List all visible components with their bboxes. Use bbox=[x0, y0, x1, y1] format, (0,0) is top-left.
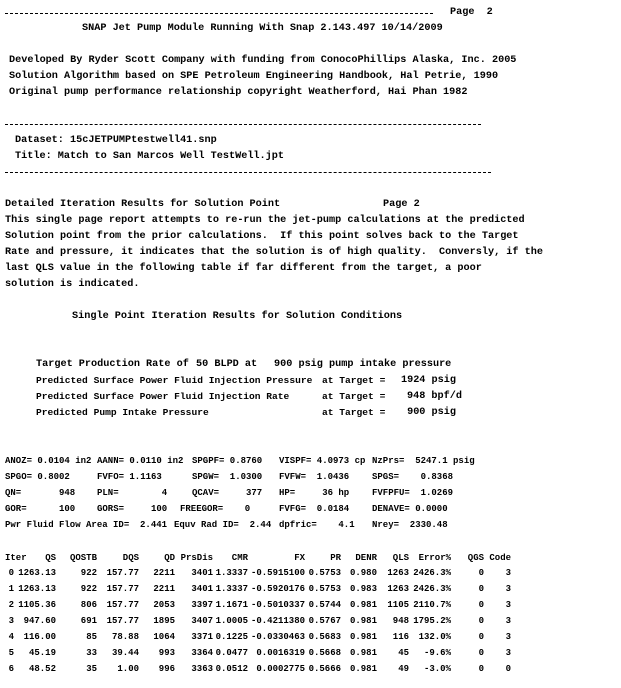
table-cell: 0.5744 bbox=[308, 600, 341, 610]
column-header: FX bbox=[294, 553, 305, 563]
table-cell: 0.983 bbox=[349, 584, 377, 594]
table-row bbox=[5, 615, 511, 627]
subheading: Single Point Iteration Results for Solution Conditions bbox=[72, 311, 403, 322]
table-cell: 922 bbox=[80, 568, 97, 578]
table-cell: 922 bbox=[80, 584, 97, 594]
table-cell: 2211 bbox=[153, 584, 175, 594]
table-row bbox=[5, 567, 511, 579]
param: SPGO= 0.8002 bbox=[5, 472, 70, 482]
param: PLN= 4 bbox=[97, 488, 168, 498]
param: FREEGOR= 0 bbox=[180, 504, 251, 514]
param: SPGW= 1.0300 bbox=[192, 472, 263, 482]
table-cell: 2053 bbox=[153, 600, 175, 610]
column-header: CMR bbox=[231, 553, 248, 563]
target-row-at: at Target = bbox=[322, 407, 386, 418]
param: ANOZ= 0.0104 in2 bbox=[5, 456, 92, 466]
table-cell: 3364 bbox=[191, 648, 213, 658]
column-header: DQS bbox=[122, 553, 139, 563]
table-cell: 0 bbox=[478, 568, 484, 578]
table-cell: -9.6% bbox=[423, 648, 451, 658]
table-cell: -0.5920176 bbox=[250, 584, 305, 594]
table-cell: 39.44 bbox=[111, 648, 139, 658]
table-row bbox=[5, 583, 511, 595]
table-cell: 0.5683 bbox=[308, 632, 341, 642]
table-cell: -0.5915100 bbox=[250, 568, 305, 578]
table-row bbox=[5, 599, 511, 611]
table-cell: -0.5010337 bbox=[250, 600, 305, 610]
table-cell: 1105.36 bbox=[18, 600, 56, 610]
table-cell: 1 bbox=[8, 584, 14, 594]
table-cell: 3 bbox=[505, 648, 511, 658]
table-cell: 4 bbox=[8, 632, 14, 642]
table-cell: 78.88 bbox=[111, 632, 139, 642]
param: NzPrs= 5247.1 psig bbox=[372, 456, 475, 466]
divider bbox=[5, 13, 433, 14]
table-cell: 3 bbox=[8, 616, 14, 626]
column-header: QOSTB bbox=[69, 553, 97, 563]
param: FVFW= 1.0436 bbox=[279, 472, 350, 482]
param: dpfric= 4.1 bbox=[279, 520, 355, 530]
target-row-at: at Target = bbox=[322, 375, 386, 386]
table-cell: 157.77 bbox=[106, 616, 139, 626]
column-header: Error% bbox=[418, 553, 451, 563]
table-cell: -0.0330463 bbox=[250, 632, 305, 642]
table-cell: 0.5753 bbox=[308, 584, 341, 594]
credit-line: Solution Algorithm based on SPE Petroleum Engineering Handbook, Hal Petrie, 1990 bbox=[9, 71, 499, 82]
table-cell: 0.981 bbox=[349, 616, 377, 626]
table-cell: 0.5753 bbox=[308, 568, 341, 578]
table-cell: 2 bbox=[8, 600, 14, 610]
target-row-label: Predicted Pump Intake Pressure bbox=[36, 407, 209, 418]
target-production-rate: 50 BLPD at bbox=[196, 359, 258, 370]
param: DENAVE= 0.0000 bbox=[372, 504, 448, 514]
table-cell: 1795.2% bbox=[413, 616, 451, 626]
table-cell: 1263.13 bbox=[18, 568, 56, 578]
table-cell: 0.5666 bbox=[308, 664, 341, 674]
param: Nrey= 2330.48 bbox=[372, 520, 448, 530]
table-cell: 3401 bbox=[191, 568, 213, 578]
table-cell: 2426.3% bbox=[413, 584, 451, 594]
table-cell: 3 bbox=[505, 568, 511, 578]
table-cell: 948 bbox=[392, 616, 409, 626]
description-line: last QLS value in the following table if far different from the target, a poor bbox=[5, 263, 482, 274]
param: VISPF= 4.0973 cp bbox=[279, 456, 366, 466]
param: Pwr Fluid Flow Area ID= 2.441 bbox=[5, 520, 168, 530]
table-cell: 0.0016319 bbox=[256, 648, 305, 658]
table-cell: 157.77 bbox=[106, 568, 139, 578]
table-cell: 0 bbox=[478, 616, 484, 626]
table-cell: 3363 bbox=[191, 664, 213, 674]
table-cell: 1105 bbox=[387, 600, 409, 610]
target-intake-pressure: 900 psig pump intake pressure bbox=[274, 359, 452, 370]
param: SPGPF= 0.8760 bbox=[192, 456, 263, 466]
target-row-value: 1924 psig bbox=[400, 375, 456, 386]
table-cell: 45 bbox=[398, 648, 409, 658]
table-cell: 0.981 bbox=[349, 664, 377, 674]
description-line: This single page report attempts to re-run the jet-pump calculations at the predicted bbox=[5, 215, 525, 226]
table-cell: 0 bbox=[478, 664, 484, 674]
table-cell: 1.00 bbox=[117, 664, 139, 674]
table-cell: 0.5668 bbox=[308, 648, 341, 658]
table-cell: 0 bbox=[505, 664, 511, 674]
table-cell: 1263.13 bbox=[18, 584, 56, 594]
dataset-label: Dataset: 15cJETPUMPtestwell41.snp bbox=[15, 135, 217, 146]
table-cell: 0.980 bbox=[349, 568, 377, 578]
param: AANN= 0.0110 in2 bbox=[97, 456, 184, 466]
table-cell: 806 bbox=[80, 600, 97, 610]
table-cell: -3.0% bbox=[423, 664, 451, 674]
table-cell: 996 bbox=[158, 664, 175, 674]
table-cell: 45.19 bbox=[28, 648, 56, 658]
credit-line: Original pump performance relationship copyright Weatherford, Hai Phan 1982 bbox=[9, 87, 468, 98]
table-cell: 0.1225 bbox=[215, 632, 248, 642]
table-cell: 691 bbox=[80, 616, 97, 626]
run-title: Title: Match to San Marcos Well TestWell.jpt bbox=[15, 151, 284, 162]
param: HP= 36 hp bbox=[279, 488, 350, 498]
table-cell: 0.0477 bbox=[215, 648, 248, 658]
table-cell: 0.981 bbox=[349, 600, 377, 610]
param: SPGS= 0.8368 bbox=[372, 472, 454, 482]
table-cell: 3401 bbox=[191, 584, 213, 594]
table-cell: 0 bbox=[478, 648, 484, 658]
table-cell: 0 bbox=[478, 600, 484, 610]
table-cell: 2426.3% bbox=[413, 568, 451, 578]
param: FVFG= 0.0184 bbox=[279, 504, 350, 514]
credit-line: Developed By Ryder Scott Company with funding from ConocoPhillips Alaska, Inc. 2005 bbox=[9, 55, 517, 66]
table-cell: 1263 bbox=[387, 568, 409, 578]
section-page-number: Page 2 bbox=[383, 199, 420, 210]
description-line: Rate and pressure, it indicates that the solution is of high quality. Conversly, if the bbox=[5, 247, 543, 258]
table-cell: 0 bbox=[478, 632, 484, 642]
column-header: QLS bbox=[392, 553, 409, 563]
table-cell: 0.0002775 bbox=[256, 664, 305, 674]
param: FVFPFU= 1.0269 bbox=[372, 488, 454, 498]
section-heading: Detailed Iteration Results for Solution Point bbox=[5, 199, 281, 210]
table-cell: -0.4211380 bbox=[250, 616, 305, 626]
table-cell: 1064 bbox=[153, 632, 175, 642]
page-number: Page 2 bbox=[450, 7, 493, 18]
table-cell: 157.77 bbox=[106, 584, 139, 594]
target-row-value: 948 bpf/d bbox=[406, 391, 462, 402]
table-cell: 116.00 bbox=[23, 632, 56, 642]
table-cell: 947.60 bbox=[23, 616, 56, 626]
table-cell: 33 bbox=[86, 648, 97, 658]
table-cell: 1.3337 bbox=[215, 584, 248, 594]
param: GOR= 100 bbox=[5, 504, 76, 514]
report-title: SNAP Jet Pump Module Running With Snap 2.143.497 10/14/2009 bbox=[82, 23, 443, 34]
table-row bbox=[5, 647, 511, 659]
param: QCAV= 377 bbox=[192, 488, 263, 498]
column-header: QGS bbox=[467, 553, 484, 563]
param: FVFO= 1.1163 bbox=[97, 472, 162, 482]
table-cell: 3 bbox=[505, 616, 511, 626]
table-cell: 2110.7% bbox=[413, 600, 451, 610]
table-cell: 3397 bbox=[191, 600, 213, 610]
param: QN= 948 bbox=[5, 488, 76, 498]
table-cell: 35 bbox=[86, 664, 97, 674]
table-cell: 3371 bbox=[191, 632, 213, 642]
column-header: QS bbox=[45, 553, 56, 563]
table-cell: 85 bbox=[86, 632, 97, 642]
table-cell: 0 bbox=[8, 568, 14, 578]
param: Equv Rad ID= 2.44 bbox=[174, 520, 272, 530]
table-cell: 3 bbox=[505, 600, 511, 610]
table-cell: 1.1671 bbox=[215, 600, 248, 610]
target-row-at: at Target = bbox=[322, 391, 386, 402]
column-header: Code bbox=[489, 553, 511, 563]
param: GORS= 100 bbox=[97, 504, 168, 514]
table-cell: 48.52 bbox=[28, 664, 56, 674]
table-cell: 116 bbox=[392, 632, 409, 642]
table-cell: 49 bbox=[398, 664, 409, 674]
target-row-label: Predicted Surface Power Fluid Injection Pressure bbox=[36, 375, 313, 386]
description-line: Solution point from the prior calculations. If this point solves back to the Target bbox=[5, 231, 519, 242]
table-cell: 6 bbox=[8, 664, 14, 674]
divider bbox=[5, 124, 481, 125]
description-line: solution is indicated. bbox=[5, 279, 140, 290]
table-row bbox=[5, 631, 511, 643]
column-header: Iter bbox=[5, 553, 27, 563]
target-production-label: Target Production Rate of bbox=[36, 359, 189, 370]
table-cell: 0.0512 bbox=[215, 664, 248, 674]
table-cell: 157.77 bbox=[106, 600, 139, 610]
table-cell: 1895 bbox=[153, 616, 175, 626]
table-cell: 132.0% bbox=[418, 632, 451, 642]
table-cell: 1.0005 bbox=[215, 616, 248, 626]
table-cell: 1263 bbox=[387, 584, 409, 594]
column-header: QD bbox=[164, 553, 175, 563]
table-cell: 2211 bbox=[153, 568, 175, 578]
column-header: PrsDis bbox=[180, 553, 213, 563]
divider bbox=[5, 172, 491, 173]
table-cell: 0.981 bbox=[349, 632, 377, 642]
table-cell: 993 bbox=[158, 648, 175, 658]
column-header: PR bbox=[330, 553, 341, 563]
table-cell: 3 bbox=[505, 584, 511, 594]
table-cell: 0.981 bbox=[349, 648, 377, 658]
table-header-row bbox=[5, 552, 511, 564]
target-row-label: Predicted Surface Power Fluid Injection Rate bbox=[36, 391, 290, 402]
table-cell: 0 bbox=[478, 584, 484, 594]
table-cell: 0.5767 bbox=[308, 616, 341, 626]
table-cell: 3407 bbox=[191, 616, 213, 626]
target-row-value: 900 psig bbox=[407, 407, 456, 418]
table-row bbox=[5, 663, 511, 675]
table-cell: 5 bbox=[8, 648, 14, 658]
table-cell: 3 bbox=[505, 632, 511, 642]
column-header: DENR bbox=[355, 553, 377, 563]
table-cell: 1.3337 bbox=[215, 568, 248, 578]
